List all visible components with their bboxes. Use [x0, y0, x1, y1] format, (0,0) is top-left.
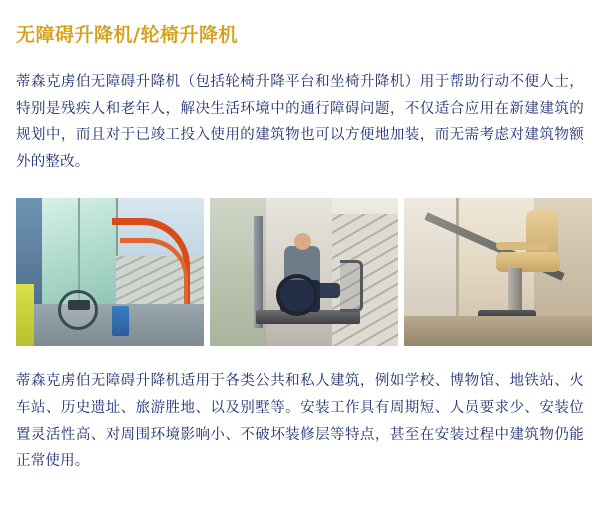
application-paragraph: 蒂森克虏伯无障碍升降机适用于各类公共和私人建筑，例如学校、博物馆、地铁站、火车站、历史遗址、旅游胜地、以及别墅等。安装工作具有周期短、人员要求少、安装位置灵活性高、对周围环境影响小、不破坏装修层等特点，甚至在安装过程中建筑物仍能正常使用。: [16, 373, 584, 470]
photo1-wheelchair-seat: [68, 300, 90, 310]
intro-paragraph: 蒂森克虏伯无障碍升降机（包括轮椅升降平台和坐椅升降机）用于帮助行动不便人士，特别是残疾人和老年人，解决生活环境中的通行障碍问题，不仅适合应用在新建建筑的规划中，而且对于已竣工投入使用的建筑物也可以方便地加装，而无需考虑对建筑物额外的整改。: [16, 73, 584, 171]
photo2-wheelchair-wheel: [276, 274, 318, 316]
photo3-seat: [496, 252, 560, 272]
photo-gallery: [16, 198, 584, 346]
photo1-yellow-panel: [16, 284, 34, 346]
photo3-seat-column: [508, 268, 522, 316]
photo1-floor: [16, 304, 204, 346]
photo2-person-head: [294, 233, 311, 250]
photo1-blue-bin: [112, 306, 129, 336]
page-title-separator: /: [133, 24, 141, 46]
photo2-platform-guard: [340, 260, 363, 312]
photo3-armrest: [496, 242, 550, 250]
page-title-part1: 无障碍升降机: [16, 24, 134, 46]
page-title-part2: 轮椅升降机: [140, 24, 238, 46]
photo3-floor: [404, 316, 592, 346]
stair-chair-lift-photo: [404, 198, 592, 346]
photo1-wheelchair-wheel: [58, 290, 98, 330]
page-title: [16, 0, 584, 47]
indoor-lift-lobby-photo: [16, 198, 204, 346]
wheelchair-platform-lift-photo: [210, 198, 398, 346]
